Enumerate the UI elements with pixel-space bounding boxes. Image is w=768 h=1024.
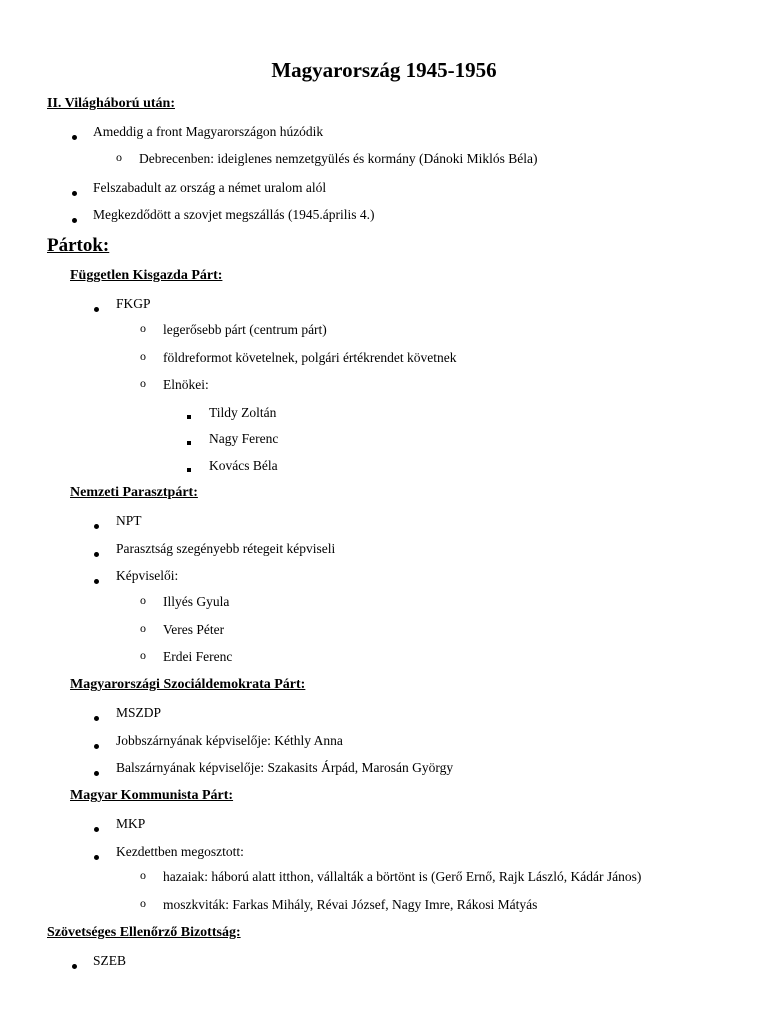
party-heading-npp: Nemzeti Parasztpárt:: [70, 485, 198, 500]
list-item: SZEB: [93, 953, 127, 968]
party-heading-mkp: Magyar Kommunista Párt:: [70, 788, 234, 803]
list-item: Megkezdődött a szovjet megszállás (1945.április 4.): [93, 207, 375, 222]
page-title: Magyarország 1945-1956: [271, 58, 497, 82]
list-item: Veres Péter: [163, 622, 225, 637]
list-item: Ameddig a front Magyarországon húzódik: [93, 124, 324, 139]
list-item: legerősebb párt (centrum párt): [163, 322, 327, 337]
bullet-dot: [94, 302, 99, 314]
bullet-circle: o: [140, 896, 146, 910]
list-item: Illyés Gyula: [163, 594, 230, 609]
bullet-circle: o: [140, 321, 146, 335]
list-item: Debrecenben: ideiglenes nemzetgyülés és kormány (Dánoki Miklós Béla): [139, 151, 538, 166]
bullet-circle: o: [140, 593, 146, 607]
bullet-dot: [94, 519, 99, 531]
bullet-dot: [94, 766, 99, 778]
bullet-dot: [94, 850, 99, 862]
list-item: FKGP: [116, 296, 151, 311]
list-item: Elnökei:: [163, 377, 209, 392]
bullet-circle: o: [140, 648, 146, 662]
bullet-circle: o: [116, 150, 122, 164]
list-item: Kovács Béla: [209, 458, 278, 473]
bullet-square: [187, 462, 191, 474]
list-item: Tildy Zoltán: [209, 405, 277, 420]
bullet-circle: o: [140, 376, 146, 390]
bullet-dot: [94, 711, 99, 723]
bullet-circle: o: [140, 349, 146, 363]
section-heading-parties: Pártok:: [47, 235, 110, 256]
list-item: Kezdettben megosztott:: [116, 844, 244, 859]
list-item: Képviselői:: [116, 568, 179, 583]
bullet-circle: o: [140, 621, 146, 635]
bullet-dot: [72, 130, 77, 142]
list-item: földreformot követelnek, polgári értékrendet követnek: [163, 350, 457, 365]
list-item: moszkviták: Farkas Mihály, Révai József, Nagy Imre, Rákosi Mátyás: [163, 897, 538, 912]
bullet-dot: [94, 547, 99, 559]
list-item: MSZDP: [116, 705, 162, 720]
list-item: hazaiak: háború alatt itthon, vállalták a börtönt is (Gerő Ernő, Rajk László, Kádár János): [163, 869, 642, 884]
list-item: Erdei Ferenc: [163, 649, 233, 664]
bullet-dot: [72, 959, 77, 971]
bullet-dot: [72, 186, 77, 198]
bullet-square: [187, 409, 191, 421]
list-item: Nagy Ferenc: [209, 431, 279, 446]
list-item: MKP: [116, 816, 146, 831]
list-item: NPT: [116, 513, 142, 528]
list-item: Felszabadult az ország a német uralom alól: [93, 180, 327, 195]
bullet-dot: [94, 822, 99, 834]
list-item: Balszárnyának képviselője: Szakasits Árpád, Marosán György: [116, 760, 454, 775]
bullet-dot: [94, 739, 99, 751]
list-item: Jobbszárnyának képviselője: Kéthly Anna: [116, 733, 343, 748]
list-item: Parasztság szegényebb rétegeit képviseli: [116, 541, 336, 556]
bullet-dot: [94, 574, 99, 586]
bullet-dot: [72, 213, 77, 225]
section-heading-after-war: II. Világháború után:: [47, 96, 175, 111]
party-heading-fkgp: Független Kisgazda Párt:: [70, 268, 223, 283]
section-heading-szeb: Szövetséges Ellenőrző Bizottság:: [47, 925, 241, 940]
bullet-square: [187, 435, 191, 447]
bullet-circle: o: [140, 868, 146, 882]
party-heading-mszdp: Magyarországi Szociáldemokrata Párt:: [70, 677, 306, 692]
